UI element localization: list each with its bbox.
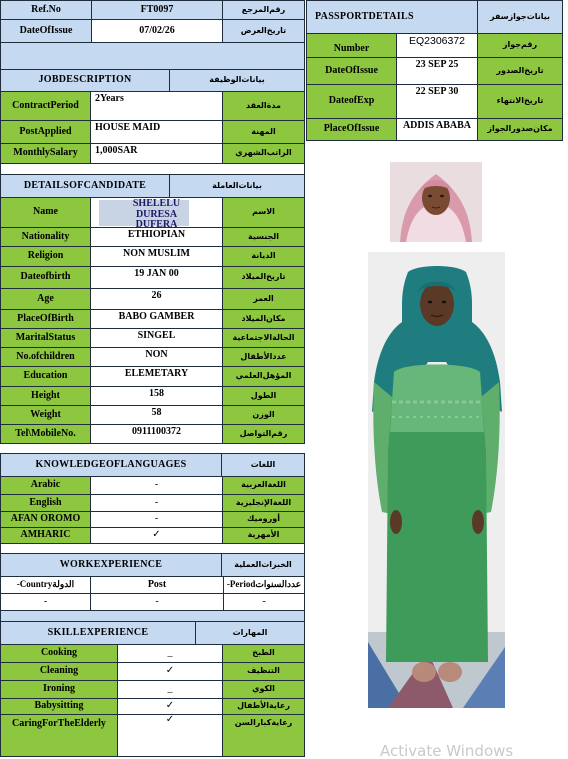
languages-title-arabic: اللغات bbox=[221, 453, 305, 477]
skill-row-arabic: رعاية‌الأطفال bbox=[222, 698, 305, 715]
passport-title-arabic: بيانات‌جواز‌سفر bbox=[477, 0, 563, 34]
job-row-label: PostApplied bbox=[0, 120, 91, 144]
candidate-row-label: Dateofbirth bbox=[0, 266, 91, 289]
candidate-row-arabic: الحالة‌الاجتماعية bbox=[222, 328, 305, 348]
candidate-row-value: 58 bbox=[90, 405, 223, 425]
skill-row-value: _ bbox=[117, 680, 223, 699]
skill-row-arabic: رعاية‌كبار‌السن bbox=[222, 714, 305, 757]
candidate-row-label: Height bbox=[0, 386, 91, 406]
full-body-photo bbox=[368, 252, 505, 708]
candidate-row-value: BABO GAMBER bbox=[90, 309, 223, 329]
candidate-details-title-arabic: بيانات‌العاملة bbox=[169, 174, 305, 198]
language-row-arabic: الأمهرية bbox=[222, 527, 305, 544]
skills-title: SKILLEXPERIENCE bbox=[0, 621, 196, 645]
candidate-row-label: Religion bbox=[0, 246, 91, 267]
job-row-value: 1,000SAR bbox=[90, 143, 223, 164]
skill-row-arabic: الكوي bbox=[222, 680, 305, 699]
work-experience-title-arabic: الخبرات‌العملية bbox=[221, 553, 305, 577]
candidate-details-title: DETAILSOFCANDIDATE bbox=[0, 174, 170, 198]
job-row-arabic: مدة‌العقد bbox=[222, 91, 305, 121]
language-row-value: ✓ bbox=[90, 527, 223, 544]
candidate-row-value: NON bbox=[90, 347, 223, 367]
portrait-photo bbox=[390, 162, 482, 242]
job-row-value: HOUSE MAID bbox=[90, 120, 223, 144]
candidate-row-arabic: الاسم bbox=[222, 197, 305, 228]
candidate-row-label: Name bbox=[0, 197, 91, 228]
passport-row-value: 23 SEP 25 bbox=[396, 57, 478, 85]
language-row-label: AMHARIC bbox=[0, 527, 91, 544]
passport-row-label: Number bbox=[306, 33, 397, 58]
passport-row-value: EQ2306372 bbox=[396, 33, 478, 58]
work-col-country: -Country‌الدولة bbox=[0, 576, 91, 594]
candidate-row-arabic: مكان‌الميلاد bbox=[222, 309, 305, 329]
work-country-value: - bbox=[0, 593, 91, 611]
languages-title: KNOWLEDGEOFLANGUAGES bbox=[0, 453, 222, 477]
candidate-row-label: Age bbox=[0, 288, 91, 310]
candidate-row-label: MaritalStatus bbox=[0, 328, 91, 348]
candidate-row-label: Education bbox=[0, 366, 91, 387]
ref-no-value: FT0097 bbox=[91, 0, 223, 20]
candidate-row-value: ETHIOPIAN bbox=[90, 227, 223, 247]
work-col-period: -Period‌عدد‌السنوات bbox=[223, 576, 305, 594]
candidate-row-label: No.ofchildren bbox=[0, 347, 91, 367]
candidate-row-arabic: تاريخ‌الميلاد bbox=[222, 266, 305, 289]
work-period-value: - bbox=[223, 593, 305, 611]
language-row-arabic: اللغة‌العربية bbox=[222, 476, 305, 495]
candidate-row-value: NON MUSLIM bbox=[90, 246, 223, 267]
job-row-value: 2Years bbox=[90, 91, 223, 121]
candidate-row-value: 158 bbox=[90, 386, 223, 406]
language-row-value: - bbox=[90, 511, 223, 528]
skill-row-value: ✓ bbox=[117, 714, 223, 757]
job-row-arabic: المهنة bbox=[222, 120, 305, 144]
candidate-row-value: SHELELU DURESA DUFERA bbox=[90, 197, 223, 228]
job-row-label: ContractPeriod bbox=[0, 91, 91, 121]
language-row-value: - bbox=[90, 476, 223, 495]
candidate-row-value: 19 JAN 00 bbox=[90, 266, 223, 289]
date-of-issue-arabic: تاريخ‌العرض bbox=[222, 19, 305, 43]
candidate-row-value: 26 bbox=[90, 288, 223, 310]
candidate-row-value: SINGEL bbox=[90, 328, 223, 348]
activate-windows-watermark: Activate Windows bbox=[380, 742, 514, 759]
skill-row-label: CaringForTheElderly bbox=[0, 714, 118, 757]
candidate-row-arabic: الوزن bbox=[222, 405, 305, 425]
passport-row-arabic: تاريخ‌الصدور bbox=[477, 57, 563, 85]
candidate-row-arabic: الديانة bbox=[222, 246, 305, 267]
language-row-label: Arabic bbox=[0, 476, 91, 495]
candidate-row-label: PlaceOfBirth bbox=[0, 309, 91, 329]
date-of-issue-value: 07/02/26 bbox=[91, 19, 223, 43]
passport-row-label: DateofExp bbox=[306, 84, 397, 119]
work-post-value: - bbox=[90, 593, 224, 611]
candidate-row-label: Weight bbox=[0, 405, 91, 425]
skills-title-arabic: المهارات bbox=[195, 621, 305, 645]
skill-row-label: Ironing bbox=[0, 680, 118, 699]
skill-row-arabic: الطبخ bbox=[222, 644, 305, 663]
skill-row-label: Babysitting bbox=[0, 698, 118, 715]
skill-row-label: Cooking bbox=[0, 644, 118, 663]
passport-row-arabic: تاريخ‌الانتهاء bbox=[477, 84, 563, 119]
passport-row-value: 22 SEP 30 bbox=[396, 84, 478, 119]
skill-row-label: Cleaning bbox=[0, 662, 118, 681]
passport-row-label: PlaceOfIssue bbox=[306, 118, 397, 141]
passport-title: PASSPORTDETAILS bbox=[306, 0, 478, 34]
job-description-title: JOBDESCRIPTION bbox=[0, 69, 170, 92]
job-row-arabic: الراتب‌الشهري bbox=[222, 143, 305, 164]
language-row-arabic: أوروميك bbox=[222, 511, 305, 528]
candidate-row-arabic: المؤهل‌العلمي bbox=[222, 366, 305, 387]
candidate-row-arabic: الجنسية bbox=[222, 227, 305, 247]
skill-row-value: ✓ bbox=[117, 698, 223, 715]
job-row-label: MonthlySalary bbox=[0, 143, 91, 164]
language-row-arabic: اللغة‌الإنجليزية bbox=[222, 494, 305, 512]
candidate-row-label: Tel\MobileNo. bbox=[0, 424, 91, 444]
skill-row-value: _ bbox=[117, 644, 223, 663]
candidate-row-arabic: الطول bbox=[222, 386, 305, 406]
header-spacer-row bbox=[0, 42, 305, 70]
passport-row-label: DateOfIssue bbox=[306, 57, 397, 85]
date-of-issue-label: DateOfIssue bbox=[0, 19, 92, 43]
skill-row-arabic: التنظيف bbox=[222, 662, 305, 681]
passport-row-arabic: مكان‌صدور‌الجواز bbox=[477, 118, 563, 141]
ref-no-label: Ref.No bbox=[0, 0, 92, 20]
language-row-label: AFAN OROMO bbox=[0, 511, 91, 528]
passport-row-arabic: رقم‌جواز bbox=[477, 33, 563, 58]
passport-row-value: ADDIS ABABA bbox=[396, 118, 478, 141]
language-row-label: English bbox=[0, 494, 91, 512]
candidate-row-arabic: العمر bbox=[222, 288, 305, 310]
ref-no-arabic: رقم‌المرجع bbox=[222, 0, 305, 20]
candidate-row-label: Nationality bbox=[0, 227, 91, 247]
candidate-row-value: ELEMETARY bbox=[90, 366, 223, 387]
language-row-value: - bbox=[90, 494, 223, 512]
work-col-post: Post bbox=[90, 576, 224, 594]
job-description-title-arabic: بيانات‌الوظيفة bbox=[169, 69, 305, 92]
candidate-row-value: 0911100372 bbox=[90, 424, 223, 444]
work-experience-title: WORKEXPERIENCE bbox=[0, 553, 222, 577]
candidate-row-arabic: رقم‌التواصل bbox=[222, 424, 305, 444]
skill-row-value: ✓ bbox=[117, 662, 223, 681]
candidate-row-arabic: عدد‌الأطفال bbox=[222, 347, 305, 367]
